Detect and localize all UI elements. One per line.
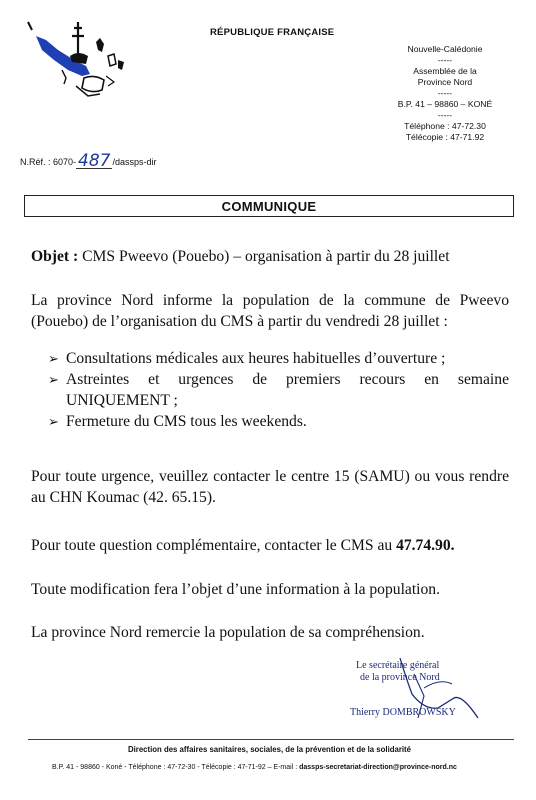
signature-block — [328, 648, 488, 728]
footer-contact — [52, 764, 457, 771]
cms-phone-number: 47.74.90. — [396, 537, 455, 554]
arrow-bullet-icon: ➢ — [48, 372, 59, 387]
reference-number — [20, 151, 157, 171]
address-line: Télécopie : 47-71.92 — [405, 132, 485, 142]
arrow-bullet-icon: ➢ — [48, 351, 59, 366]
address-block — [380, 44, 510, 143]
signatory-name: Thierry DOMBROWSKY — [350, 707, 456, 718]
footer-contact-text: B.P. 41 - 98860 - Koné - Téléphone : 47-72-30 - Télécopie : 47-71-92 – E-mail : — [52, 764, 300, 771]
thanks-paragraph: La province Nord remercie la population de sa compréhension. — [31, 624, 425, 641]
address-line: Nouvelle-Calédonie — [407, 44, 483, 54]
intro-paragraph: La province Nord informe la population de la commune de Pweevo (Pouebo) de l’organisation du CMS à partir du vendredi 28 juillet : — [31, 292, 509, 330]
province-nord-logo — [18, 16, 130, 104]
communique-title-box — [24, 195, 514, 217]
signatory-title-line2: de la province Nord — [360, 672, 440, 683]
measures-list — [48, 348, 509, 432]
address-line: B.P. 41 – 98860 – KONÉ — [397, 99, 493, 109]
arrow-bullet-icon: ➢ — [48, 414, 59, 429]
republic-heading: RÉPUBLIQUE FRANÇAISE — [210, 27, 335, 38]
objet-text: CMS Pweevo (Pouebo) – organisation à partir du 28 juillet — [78, 248, 450, 265]
ref-handwritten-number: 487 — [78, 151, 111, 171]
communique-title: COMMUNIQUE — [221, 198, 317, 214]
footer-direction: Direction des affaires sanitaires, sociales, de la prévention et de la solidarité — [128, 745, 411, 754]
ref-prefix: N.Réf. : 6070- — [20, 157, 77, 167]
modification-paragraph: Toute modification fera l’objet d’une information à la population. — [31, 581, 440, 598]
list-item — [48, 348, 509, 369]
list-item-text: Consultations médicales aux heures habituelles d’ouverture ; — [66, 350, 446, 367]
question-text: Pour toute question complémentaire, contacter le CMS au — [31, 537, 397, 554]
footer-email: dassps-secretariat-direction@province-nord.nc — [299, 764, 457, 771]
address-line: Téléphone : 47-72.30 — [404, 121, 486, 131]
list-item — [48, 369, 509, 411]
list-item-text: Astreintes et urgences de premiers recours en semaine UNIQUEMENT ; — [66, 371, 509, 409]
urgence-paragraph: Pour toute urgence, veuillez contacter le centre 15 (SAMU) ou vous rendre au CHN Koumac (42. 65.15). — [31, 468, 509, 506]
address-line: Province Nord — [417, 77, 473, 87]
footer-divider — [28, 739, 514, 740]
objet-label: Objet : — [31, 248, 79, 265]
signatory-title-line1: Le secrétaire général — [356, 660, 440, 671]
objet-line — [31, 246, 509, 267]
list-item-text: Fermeture du CMS tous les weekends. — [66, 413, 307, 430]
list-item — [48, 411, 509, 432]
address-line: ----- — [437, 110, 453, 120]
ref-suffix: /dassps-dir — [112, 157, 157, 167]
address-line: ----- — [437, 55, 453, 65]
address-line: Assemblée de la — [413, 66, 477, 76]
address-line: ----- — [437, 88, 453, 98]
question-paragraph — [31, 535, 509, 556]
